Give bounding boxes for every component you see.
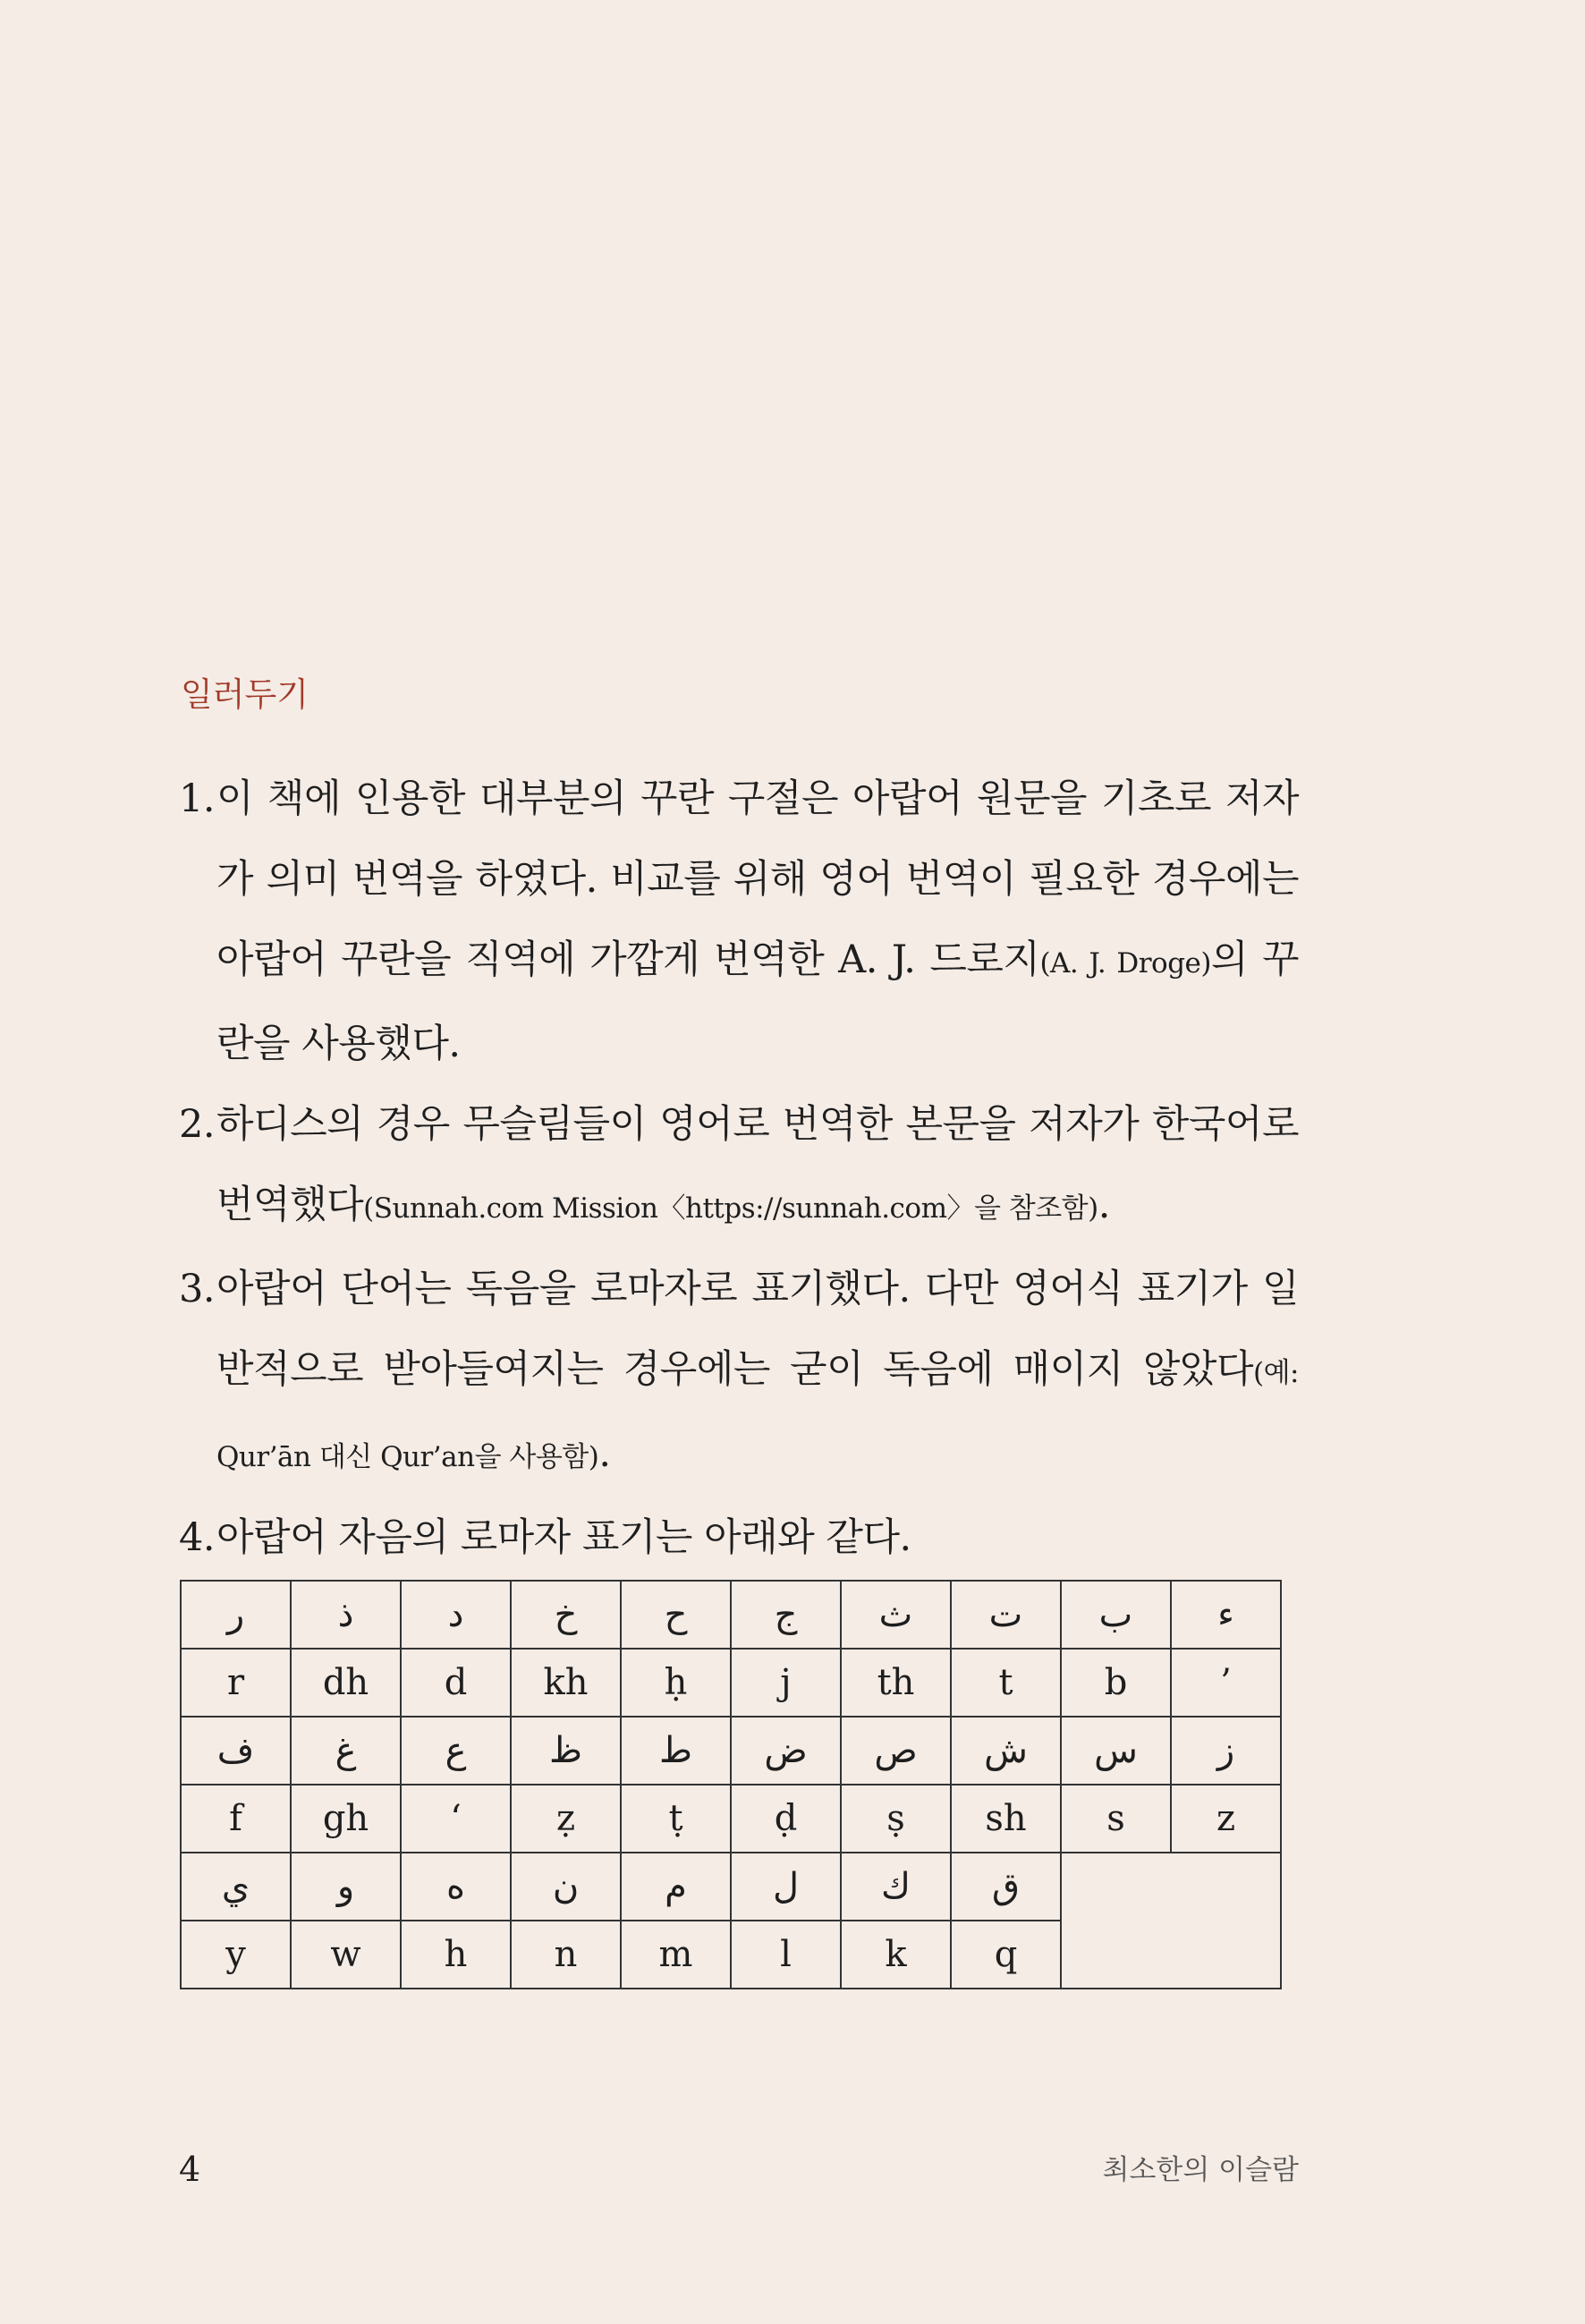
latin-letter-cell: kh [511,1649,621,1717]
arabic-letter-cell: ي [181,1853,291,1921]
section-heading: 일러두기 [181,675,309,714]
note-small-text: (A. J. Droge) [1039,947,1211,980]
note-text-after: . [1098,1183,1110,1227]
arabic-letter-cell: ع [401,1717,511,1785]
arabic-letter-cell: ط [621,1717,731,1785]
arabic-letter-cell: ز [1171,1717,1281,1785]
arabic-letter-cell: ت [951,1581,1061,1649]
arabic-letter-cell: ن [511,1853,621,1921]
note-text: 이 책에 인용한 대부분의 꾸란 구절은 아랍어 원문을 기초로 저자가 의미 번역을 하였다. 비교를 위해 영어 번역이 필요한 경우에는 아랍어 꾸란을 직역에 가깝게 번역한 A. J. 드로지 [216,776,1299,982]
latin-letter-cell: k [841,1921,951,1989]
page-number: 4 [179,2150,201,2189]
arabic-letter-cell: ر [181,1581,291,1649]
arabic-letter-cell: ب [1061,1581,1171,1649]
latin-letter-cell: t [951,1649,1061,1717]
latin-letter-cell: w [291,1921,401,1989]
arabic-letter-cell: ج [731,1581,841,1649]
arabic-letter-cell: ش [951,1717,1061,1785]
note-text: 아랍어 자음의 로마자 표기는 아래와 같다. [216,1515,911,1560]
table-row [181,1717,1281,1785]
arabic-letter-cell: ث [841,1581,951,1649]
latin-letter-cell: m [621,1921,731,1989]
arabic-letter-cell: غ [291,1717,401,1785]
latin-letter-cell: gh [291,1785,401,1853]
note-number: 4. [179,1515,216,1560]
arabic-letter-cell: و [291,1853,401,1921]
arabic-letter-cell: خ [511,1581,621,1649]
latin-letter-cell: d [401,1649,511,1717]
arabic-letter-cell: ح [621,1581,731,1649]
table-row [181,1581,1281,1649]
note-small-text: (Sunnah.com Mission〈https://sunnah.com〉을 참조함) [363,1192,1098,1225]
arabic-letter-cell: ذ [291,1581,401,1649]
latin-letter-cell: ’ [1171,1649,1281,1717]
arabic-letter-cell: ف [181,1717,291,1785]
latin-letter-cell: s [1061,1785,1171,1853]
note-text: 아랍어 단어는 독음을 로마자로 표기했다. 다만 영어식 표기가 일반적으로 받아들여지는 경우에는 굳이 독음에 매이지 않았다 [216,1267,1299,1392]
latin-letter-cell: ḍ [731,1785,841,1853]
latin-letter-cell: b [1061,1649,1171,1717]
note-number: 3. [179,1267,216,1311]
note-text: 하디스의 경우 무슬림들이 영어로 번역한 본문을 저자가 한국어로 번역했다 [216,1102,1299,1227]
arabic-letter-cell: ق [951,1853,1061,1921]
latin-letter-cell: ‘ [401,1785,511,1853]
note-item-1 [179,759,1299,1084]
latin-letter-cell: j [731,1649,841,1717]
latin-letter-cell: f [181,1785,291,1853]
table-row [181,1785,1281,1853]
latin-letter-cell: sh [951,1785,1061,1853]
latin-letter-cell: h [401,1921,511,1989]
latin-letter-cell: th [841,1649,951,1717]
note-text-after: 의 꾸란을 사용했다. [216,937,1299,1066]
note-number: 1. [179,776,216,821]
latin-letter-cell: ẓ [511,1785,621,1853]
arabic-letter-cell: ك [841,1853,951,1921]
arabic-letter-cell: س [1061,1717,1171,1785]
latin-letter-cell: n [511,1921,621,1989]
note-text-after: . [598,1431,611,1476]
latin-letter-cell: l [731,1921,841,1989]
latin-letter-cell: y [181,1921,291,1989]
arabic-letter-cell: ض [731,1717,841,1785]
latin-letter-cell: ḥ [621,1649,731,1717]
latin-letter-cell: ṣ [841,1785,951,1853]
book-title: 최소한의 이슬람 [1102,2154,1299,2186]
notes-list [179,759,1299,1578]
note-item-2 [179,1084,1299,1249]
note-item-4 [179,1497,1299,1578]
note-small-text: (예: Qur’ān 대신 Qur’an을 사용함) [216,1357,1299,1473]
arabic-letter-cell: ه [401,1853,511,1921]
arabic-letter-cell: ظ [511,1717,621,1785]
transliteration-table [180,1580,1282,1989]
latin-letter-cell: r [181,1649,291,1717]
table-row [181,1649,1281,1717]
note-item-3 [179,1249,1299,1497]
table-row [181,1853,1281,1921]
arabic-letter-cell: ل [731,1853,841,1921]
latin-letter-cell: dh [291,1649,401,1717]
note-number: 2. [179,1102,216,1147]
latin-letter-cell: q [951,1921,1061,1989]
empty-cell [1061,1853,1281,1989]
arabic-letter-cell: ص [841,1717,951,1785]
arabic-letter-cell: ء [1171,1581,1281,1649]
arabic-letter-cell: م [621,1853,731,1921]
latin-letter-cell: z [1171,1785,1281,1853]
latin-letter-cell: ṭ [621,1785,731,1853]
arabic-letter-cell: د [401,1581,511,1649]
